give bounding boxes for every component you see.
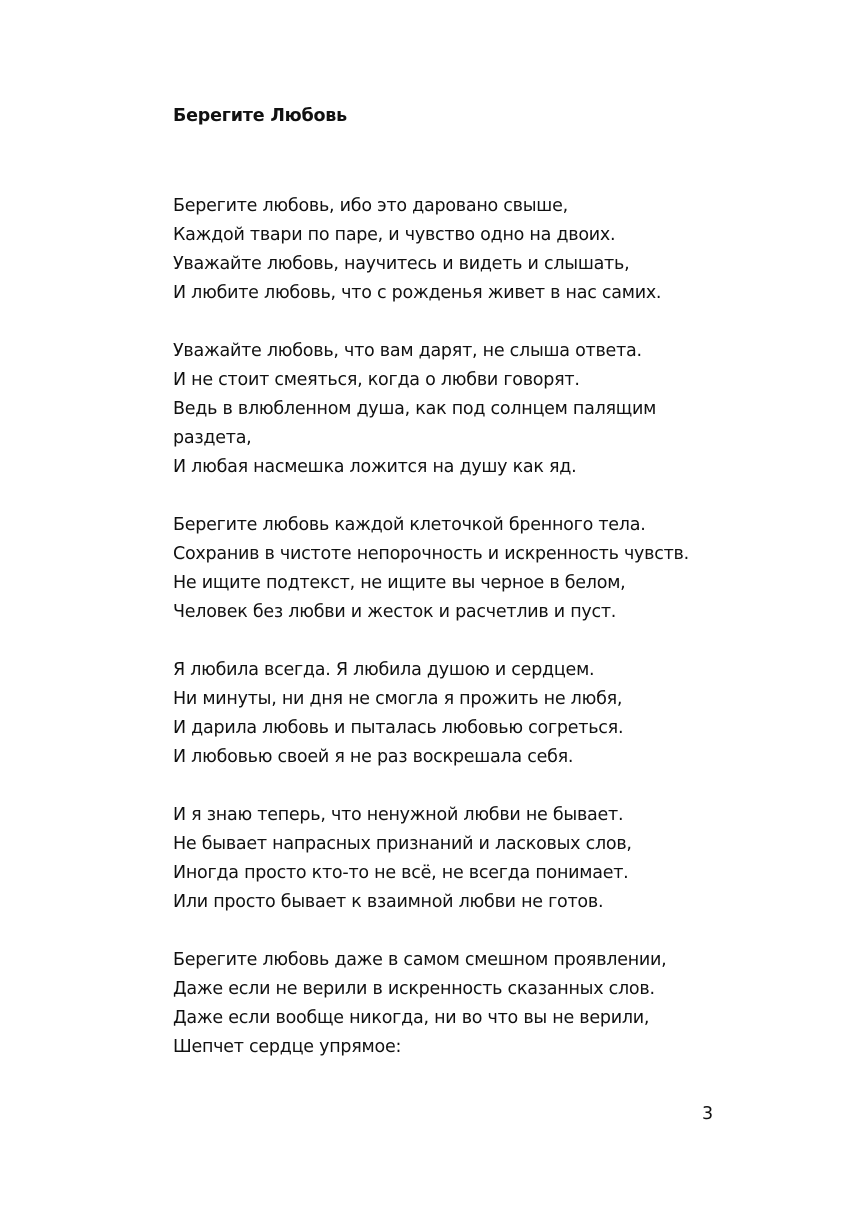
poem-line: И дарила любовь и пыталась любовью согреться. <box>173 718 624 738</box>
poem-line: Каждой твари по паре, и чувство одно на двоих. <box>173 225 616 245</box>
poem-line: Иногда просто кто-то не всё, не всегда понимает. <box>173 863 629 883</box>
stanza <box>173 192 733 308</box>
poem-line: Ведь в влюбленном душа, как под солнцем палящим <box>173 399 657 419</box>
poem-line: Уважайте любовь, что вам дарят, не слыша ответа. <box>173 341 642 361</box>
poem-line: И любовью своей я не раз воскрешала себя. <box>173 747 574 767</box>
poem-line: Не бывает напрасных признаний и ласковых слов, <box>173 834 632 854</box>
poem-line: И я знаю теперь, что ненужной любви не бывает. <box>173 805 624 825</box>
poem-line: Не ищите подтекст, не ищите вы черное в белом, <box>173 573 626 593</box>
poem-line: Шепчет сердце упрямое: <box>173 1037 402 1057</box>
poem-line: Ни минуты, ни дня не смогла я прожить не любя, <box>173 689 623 709</box>
stanza <box>173 656 733 772</box>
poem-line: И любите любовь, что с рожденья живет в нас самих. <box>173 283 662 303</box>
poem-line: Берегите любовь каждой клеточкой бренного тела. <box>173 515 646 535</box>
stanza <box>173 511 733 627</box>
poem-line: раздета, <box>173 428 252 448</box>
poem-line: Уважайте любовь, научитесь и видеть и слышать, <box>173 254 630 274</box>
poem-line: Даже если не верили в искренность сказанных слов. <box>173 979 655 999</box>
stanza <box>173 946 733 1062</box>
stanza <box>173 801 733 917</box>
stanza <box>173 337 733 482</box>
poem-line: Даже если вообще никогда, ни во что вы не верили, <box>173 1008 650 1028</box>
page-number: 3 <box>702 1104 714 1124</box>
poem-line: И не стоит смеяться, когда о любви говорят. <box>173 370 580 390</box>
poem-line: Берегите любовь даже в самом смешном проявлении, <box>173 950 667 970</box>
poem-line: Или просто бывает к взаимной любви не готов. <box>173 892 604 912</box>
poem-line: Берегите любовь, ибо это даровано свыше, <box>173 196 568 216</box>
poem-line: Я любила всегда. Я любила душою и сердцем. <box>173 660 595 680</box>
poem-title: Берегите Любовь <box>173 106 348 126</box>
poem-line: Человек без любви и жесток и расчетлив и пуст. <box>173 602 617 622</box>
poem-line: И любая насмешка ложится на душу как яд. <box>173 457 577 477</box>
poem-line: Сохранив в чистоте непорочность и искренность чувств. <box>173 544 689 564</box>
poem-body <box>173 192 733 1091</box>
